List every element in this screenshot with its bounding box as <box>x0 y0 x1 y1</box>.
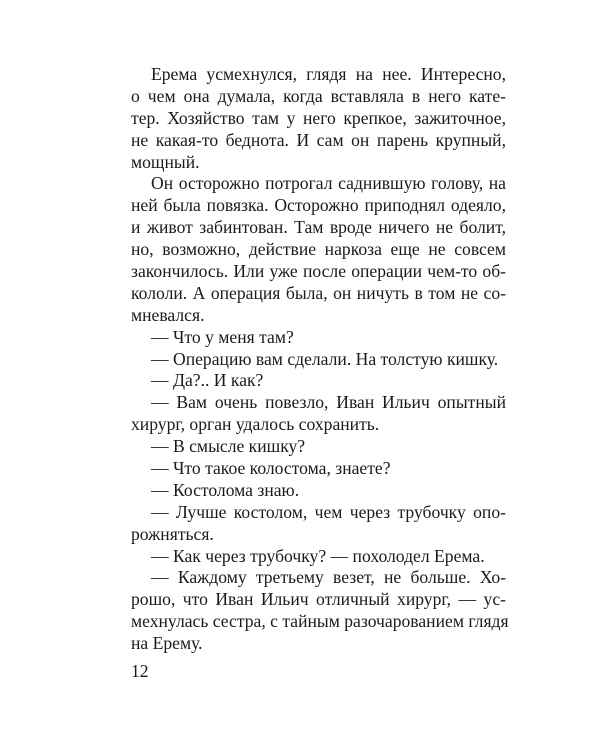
text-line: — Что такое колостома, знаете? <box>151 458 391 479</box>
page-number: 12 <box>131 661 149 681</box>
text-line: о чем она думала, когда вставляла в него кате- <box>131 85 506 106</box>
text-line: рожняться. <box>131 523 214 544</box>
text-line: — Операцию вам сделали. На толстую кишку. <box>151 348 499 369</box>
text-line: — В смысле кишку? <box>151 436 306 457</box>
text-line: хирург, орган удалось сохранить. <box>131 414 380 435</box>
text-line: не какая-то беднота. И сам он парень крупный, <box>131 129 506 150</box>
text-line: — Лучше костолом, чем через трубочку опо- <box>151 501 506 522</box>
text-line: но, возможно, действие наркоза еще не совсем <box>131 239 506 260</box>
text-line: закончилось. Или уже после операции чем-то об- <box>131 261 506 282</box>
text-line: — Каждому третьему везет, не больше. Хо- <box>151 567 506 588</box>
text-line: мехнулась сестра, с тайным разочарованием глядя <box>131 611 509 632</box>
text-line: — Что у меня там? <box>151 326 294 347</box>
text-line: рошо, что Иван Ильич отличный хирург, — ус- <box>131 589 506 610</box>
text-line: Он осторожно потрогал саднившую голову, на <box>151 173 506 194</box>
text-line: на Ерему. <box>131 633 203 654</box>
text-line: — Как через трубочку? — похолодел Ерема. <box>151 545 485 566</box>
text-line: Ерема усмехнулся, глядя на нее. Интересно, <box>151 64 506 84</box>
body-text <box>131 64 509 655</box>
text-line: ней была повязка. Осторожно приподнял одеяло, <box>131 195 506 216</box>
text-line: мневался. <box>131 304 205 325</box>
text-line: и живот забинтован. Там вроде ничего не болит, <box>131 217 506 238</box>
text-line: — Костолома знаю. <box>151 479 300 500</box>
text-line: — Да?.. И как? <box>151 370 264 391</box>
text-line: тер. Хозяйство там у него крепкое, зажиточное, <box>131 107 506 128</box>
text-line: кололи. А операция была, он ничуть в том не со- <box>131 282 506 303</box>
text-line: мощный. <box>131 151 200 172</box>
text-line: — Вам очень повезло, Иван Ильич опытный <box>151 392 506 413</box>
